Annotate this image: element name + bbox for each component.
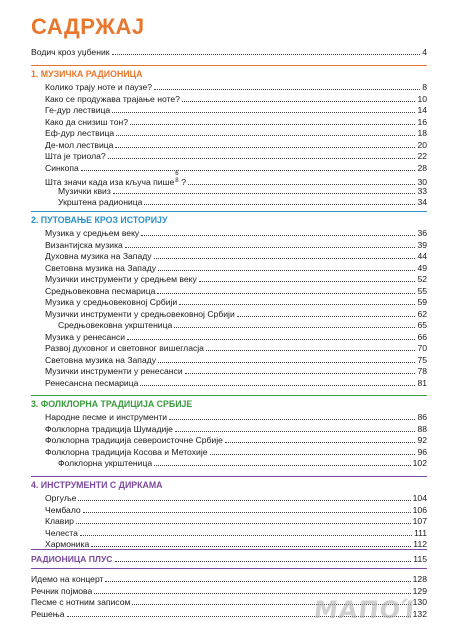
entry-page: 115 (413, 554, 427, 564)
toc-entry[interactable] (45, 82, 427, 93)
dot-leader (225, 442, 416, 443)
dot-leader (199, 281, 416, 282)
entry-page: 28 (417, 162, 427, 173)
entry-page: 49 (417, 262, 427, 273)
toc-entry[interactable] (45, 378, 427, 389)
section-rule (31, 549, 427, 550)
dot-leader (169, 419, 415, 420)
toc-entry[interactable] (45, 366, 427, 377)
entry-title: Синкопа (45, 162, 79, 173)
dot-leader (210, 454, 416, 455)
entry-page: 8 (422, 82, 427, 92)
toc-entry[interactable] (45, 105, 427, 116)
page-title: САДРЖАЈ (31, 14, 145, 39)
toc-entry[interactable] (45, 297, 427, 308)
entry-page: 66 (417, 331, 427, 342)
dot-leader (80, 535, 412, 536)
entry-title: Де-мол лествица (45, 139, 114, 150)
entry-title: Световна музика на Западу (45, 262, 157, 273)
entry-title: Музички квиз (58, 185, 111, 196)
dot-leader (127, 339, 415, 340)
entry-title: Ге-дур лествица (45, 105, 111, 115)
entry-title: Музика у ренесанси (45, 331, 126, 342)
entry-page: 86 (417, 412, 427, 422)
toc-entry[interactable] (58, 186, 427, 197)
entry-title: Шта значи када иза кључа пише (45, 177, 175, 187)
toc-entry[interactable] (45, 94, 427, 105)
entry-page: 112 (413, 539, 427, 549)
entry-title: Световна музика на Западу (45, 354, 157, 365)
dot-leader (182, 101, 416, 102)
entry-page: 88 (417, 423, 427, 434)
section-heading: РАДИОНИЦА ПЛУС (31, 554, 113, 564)
entry-title: Фолклорна традиција североисточне Србије (45, 435, 223, 445)
entry-suffix: ? (181, 177, 187, 187)
entry-page: 44 (417, 251, 427, 261)
entry-page: 59 (417, 297, 427, 307)
toc-entry[interactable] (45, 435, 427, 446)
toc-entry-plus[interactable] (31, 554, 427, 565)
toc-entry[interactable] (45, 528, 427, 539)
entry-page: 104 (412, 493, 427, 503)
entry-page: 106 (412, 504, 427, 515)
section-rule (31, 568, 427, 569)
dot-leader (112, 54, 421, 55)
entry-title: Идемо на концерт (31, 574, 104, 584)
entry-page: 34 (417, 197, 427, 207)
time-signature-denominator: 8 (175, 178, 179, 184)
time-signature-numerator: 6 (175, 171, 179, 177)
toc-entry[interactable] (45, 412, 427, 423)
section-rule (31, 211, 427, 212)
toc-entry[interactable] (45, 228, 427, 239)
entry-title: Укрштена радионица (58, 197, 143, 207)
dot-leader (158, 362, 415, 363)
toc-entry[interactable] (45, 251, 427, 262)
dot-leader (83, 512, 411, 513)
dot-leader (154, 258, 416, 259)
dot-leader (175, 431, 415, 432)
toc-entry[interactable] (45, 171, 427, 187)
toc-entry-intro[interactable] (31, 47, 427, 58)
entry-page: 18 (417, 128, 427, 138)
dot-leader (185, 373, 416, 374)
dot-leader (206, 350, 415, 351)
entry-page: 16 (417, 116, 427, 127)
dot-leader (179, 304, 415, 305)
toc-entry[interactable] (45, 263, 427, 274)
toc-entry[interactable] (45, 163, 427, 174)
toc-entry[interactable] (45, 117, 427, 128)
entry-title: Челеста (45, 527, 78, 538)
dot-leader (154, 465, 410, 466)
entry-title: Оргуље (45, 493, 77, 503)
toc-entry[interactable] (45, 355, 427, 366)
entry-page: 22 (417, 151, 427, 161)
dot-leader (115, 147, 415, 148)
entry-title: Како се продужава трајање ноте? (45, 93, 180, 104)
entry-page: 128 (412, 574, 427, 584)
toc-entry[interactable] (45, 332, 427, 343)
dot-leader (154, 89, 420, 90)
dot-leader (76, 523, 411, 524)
toc-entry[interactable] (45, 343, 427, 354)
toc-entry[interactable] (45, 424, 427, 435)
dot-leader (130, 124, 415, 125)
entry-title: Музички инструменти у средњем веку (45, 274, 197, 284)
dot-leader (94, 593, 410, 594)
entry-page: 39 (417, 239, 427, 250)
entry-page: 111 (413, 527, 427, 538)
entry-title: Клавир (45, 516, 74, 526)
entry-title: Развој духовног и световног вишегласја (45, 343, 204, 353)
toc-entry[interactable] (45, 128, 427, 139)
dot-leader (141, 235, 415, 236)
entry-title: Музички инструменти у ренесанси (45, 366, 183, 376)
dot-leader (158, 270, 415, 271)
entry-title: Решења (31, 608, 65, 619)
toc-entry[interactable] (45, 286, 427, 297)
entry-page: 65 (417, 320, 427, 330)
entry-page: 36 (417, 228, 427, 238)
entry-page: 62 (417, 308, 427, 319)
toc-entry[interactable] (58, 458, 427, 469)
entry-page: 55 (417, 285, 427, 296)
section-rule (31, 395, 427, 396)
entry-page: 14 (417, 105, 427, 115)
dot-leader (140, 385, 415, 386)
section-heading: 3. ФОЛКЛОРНА ТРАДИЦИЈА СРБИЈЕ (31, 399, 193, 409)
watermark-stamp: ΜΑΠΟΊ (312, 596, 417, 624)
section-rule (31, 65, 427, 66)
dot-leader (113, 193, 416, 194)
entry-title: Чембало (45, 504, 81, 515)
entry-title: Како да снизиш тон? (45, 116, 129, 127)
entry-page: 92 (417, 435, 427, 445)
section-heading: 4. ИНСТРУМЕНТИ С ДИРКАМА (31, 480, 163, 490)
dot-leader (105, 581, 410, 582)
section-heading: 1. МУЗИЧКА РАДИОНИЦА (31, 69, 143, 79)
entry-title: Византијска музика (45, 239, 123, 250)
dot-leader (81, 170, 416, 171)
toc-entry[interactable] (58, 197, 427, 208)
entry-page: 96 (417, 446, 427, 457)
dot-leader (174, 327, 415, 328)
dot-leader (116, 135, 415, 136)
entry-page: 78 (417, 366, 427, 376)
entry-page: 33 (417, 185, 427, 196)
entry-title: Средњовековна укрштеница (58, 320, 173, 330)
toc-entry[interactable] (45, 140, 427, 151)
entry-page: 75 (417, 354, 427, 365)
entry-page: 81 (417, 377, 427, 388)
dot-leader (157, 293, 415, 294)
dot-leader (78, 500, 410, 501)
entry-title: Песме с нотним записом (31, 597, 131, 607)
toc-entry[interactable] (31, 586, 427, 597)
dot-leader (144, 204, 415, 205)
time-signature (175, 171, 181, 185)
entry-page: 132 (412, 608, 427, 619)
entry-page: 129 (412, 585, 427, 596)
toc-entry[interactable] (45, 151, 427, 162)
entry-title: Фолклорна традиција Косова и Метохије (45, 446, 208, 457)
entry-page: 52 (417, 274, 427, 284)
toc-entry[interactable] (45, 516, 427, 527)
dot-leader (108, 158, 416, 159)
entry-page: 107 (412, 516, 427, 526)
toc-entry[interactable] (45, 493, 427, 504)
section-heading: 2. ПУТОВАЊЕ КРОЗ ИСТОРИЈУ (31, 215, 168, 225)
dot-leader (115, 561, 412, 562)
toc-entry[interactable] (31, 574, 427, 585)
toc-entry[interactable] (45, 505, 427, 516)
entry-title: Фолклорна традиција Шумадије (45, 423, 173, 434)
entry-title: Народне песме и инструменти (45, 412, 168, 422)
entry-title: Фолклорна укрштеница (58, 458, 153, 468)
entry-title: Хармоника (45, 539, 90, 549)
section-rule (31, 476, 427, 477)
toc-entry[interactable] (45, 447, 427, 458)
toc-entry[interactable] (45, 240, 427, 251)
entry-title: Музика у средњем веку (45, 228, 140, 238)
entry-title: Ренесансна песмарица (45, 377, 139, 388)
entry-page: 130 (412, 597, 427, 607)
entry-page: 20 (417, 139, 427, 150)
entry-title: Речник појмова (31, 585, 93, 596)
entry-title: Шта је триола? (45, 151, 106, 161)
entry-page: 4 (422, 47, 427, 57)
dot-leader (112, 112, 415, 113)
toc-entry[interactable] (45, 274, 427, 285)
dot-leader (125, 247, 416, 248)
dot-leader (91, 546, 411, 547)
entry-title: Еф-дур лествица (45, 128, 115, 138)
entry-title: Средњовековна песмарица (45, 285, 156, 296)
entry-title: Музика у средњовековној Србији (45, 297, 178, 307)
toc-entry[interactable] (58, 320, 427, 331)
dot-leader (237, 316, 416, 317)
entry-title: Колико трају ноте и паузе? (45, 82, 153, 92)
entry-title: Водич кроз уџбеник (31, 47, 110, 57)
entry-page: 10 (417, 93, 427, 104)
entry-page: 70 (417, 343, 427, 353)
toc-entry[interactable] (45, 309, 427, 320)
entry-page: 102 (412, 458, 427, 468)
entry-title: Духовна музика на Западу (45, 251, 152, 261)
entry-title: Музички инструменти у средњовековној Србији (45, 308, 235, 319)
entry-page: 30 (417, 177, 427, 187)
